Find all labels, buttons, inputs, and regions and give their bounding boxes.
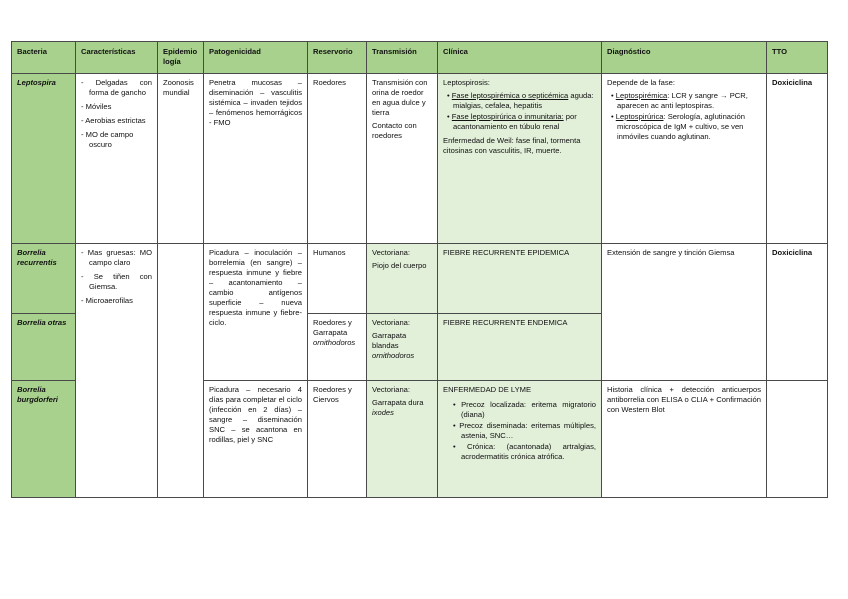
diag-desc: : Serología, aglutinación microscópica de IgM + cultivo, se ven inmóviles cuando aglutinan. xyxy=(617,112,745,142)
trans-species: ornithodoros xyxy=(372,351,415,361)
trans-recurrentis xyxy=(367,244,438,314)
trans-species: ixodes xyxy=(372,408,394,418)
trans-title: Vectoriana: xyxy=(372,248,410,257)
clin-otras: FIEBRE RECURRENTE ENDEMICA xyxy=(438,314,602,381)
caract-item: - Se tiñen con Giemsa. xyxy=(81,272,152,292)
bacteria-burgdorferi: Borrelia burgdorferi xyxy=(12,381,76,498)
patog-leptospira: Penetra mucosas – diseminación – vasculitis sistémica – invaden tejidos – fenómenos hemorrágicos - FMO xyxy=(204,74,308,244)
caract-item: - Mas gruesas: MO campo claro xyxy=(81,248,152,268)
reserv-leptospira: Roedores xyxy=(308,74,367,244)
clin-item: • Precoz diseminada: eritemas múltiples, astenia, SNC… xyxy=(451,421,596,441)
reserv-burgdorferi: Roedores y Ciervos xyxy=(308,381,367,498)
trans-leptospira xyxy=(367,74,438,244)
clin-phase: Fase leptospirémica o septicémica xyxy=(451,91,569,101)
diag-item xyxy=(611,91,761,111)
reserv-otras xyxy=(308,314,367,381)
row-leptospira xyxy=(12,74,828,244)
clin-item xyxy=(447,112,596,132)
header-tto: TTO xyxy=(767,42,828,74)
reserv-recurrentis: Humanos xyxy=(308,244,367,314)
trans-text: Contacto con roedores xyxy=(372,121,417,141)
header-patogenicidad: Patogenicidad xyxy=(204,42,308,74)
trans-body: Garrapata dura xyxy=(372,398,424,408)
clin-recurrentis: FIEBRE RECURRENTE EPIDEMICA xyxy=(438,244,602,314)
tto-leptospira: Doxiciclina xyxy=(767,74,828,244)
header-diagnostico: Diagnóstico xyxy=(602,42,767,74)
bacteria-leptospira: Leptospira xyxy=(12,74,76,244)
clin-item xyxy=(447,91,596,111)
header-reservorio: Reservorio xyxy=(308,42,367,74)
header-row xyxy=(12,42,828,74)
clin-weil: Enfermedad de Weil: fase final, tormenta citosinas con vasculitis, IR, muerte. xyxy=(443,136,581,156)
caract-item: - Delgadas con forma de gancho xyxy=(81,78,152,98)
clin-item: • Crónica: (acantonada) artralgias, acrodermatitis crónica atrófica. xyxy=(451,442,596,462)
header-epidemiologia: Epidemiología xyxy=(158,42,204,74)
diag-title: Depende de la fase: xyxy=(607,78,675,87)
diag-borrelia: Extensión de sangre y tinción Giemsa xyxy=(602,244,767,381)
row-borrelia-recurrentis xyxy=(12,244,828,314)
diag-phase: Leptospirúrica xyxy=(615,112,664,122)
diag-desc: : LCR y sangre → PCR, aparecen ac anti leptospiras. xyxy=(617,91,748,111)
diag-burgdorferi: Historia clínica + detección anticuerpos antiborrelia con ELISA o CLIA + Confirmación con Western Blot xyxy=(602,381,767,498)
clin-title: Leptospirosis: xyxy=(443,78,490,87)
caract-item: - MO de campo oscuro xyxy=(81,130,152,150)
tto-borrelia: Doxiciclina xyxy=(767,244,828,381)
trans-title: Vectoriana: xyxy=(372,318,410,327)
patog-burgdorferi: Picadura – necesario 4 días para completar el ciclo (infección en 2 días) – sangre – diseminación SNC – se acantona en rodillas, piel y SNC xyxy=(204,381,308,498)
epid-borrelia xyxy=(158,244,204,498)
trans-body: Garrapata blandas xyxy=(372,331,407,351)
caract-item: - Móviles xyxy=(81,102,152,112)
caract-item: - Aerobias estrictas xyxy=(81,116,152,126)
trans-body-line xyxy=(372,398,432,418)
patog-borrelia: Picadura – inoculación – borrelemia (en sangre) – respuesta inmune y fiebre – acantonamiento – cambio antígenos superficie – nueva respuesta inmune y fiebre- ciclo. xyxy=(204,244,308,381)
caract-leptospira xyxy=(76,74,158,244)
clin-leptospira xyxy=(438,74,602,244)
trans-otras xyxy=(367,314,438,381)
tto-burgdorferi xyxy=(767,381,828,498)
header-bacteria: Bacteria xyxy=(12,42,76,74)
caract-borrelia xyxy=(76,244,158,498)
header-caracteristicas: Características xyxy=(76,42,158,74)
diag-leptospira xyxy=(602,74,767,244)
clin-title: ENFERMEDAD DE LYME xyxy=(443,385,532,394)
trans-burgdorferi xyxy=(367,381,438,498)
bacteria-otras: Borrelia otras xyxy=(12,314,76,381)
trans-body: Piojo del cuerpo xyxy=(372,261,427,271)
header-transmision: Transmisión xyxy=(367,42,438,74)
clin-desc: por acantonamiento en túbulo renal xyxy=(453,112,577,132)
bacteria-recurrentis: Borrelia recurrentis xyxy=(12,244,76,314)
epid-leptospira: Zoonosis mundial xyxy=(158,74,204,244)
caract-item: - Microaerofilas xyxy=(81,296,152,306)
clin-desc: aguda: mialgias, cefalea, hepatitis xyxy=(453,91,594,111)
diag-item xyxy=(611,112,761,142)
bacteria-table xyxy=(11,41,828,498)
header-clinica: Clínica xyxy=(438,42,602,74)
trans-title: Vectoriana: xyxy=(372,385,410,394)
diag-phase: Leptospirémica xyxy=(615,91,668,101)
trans-text: Transmisión con orina de roedor en agua dulce y tierra xyxy=(372,78,428,118)
clin-phase: Fase leptospirúrica o inmunitaria: xyxy=(451,112,564,122)
clin-item: • Precoz localizada: eritema migratorio (diana) xyxy=(451,400,596,420)
reserv-species: ornithodoros xyxy=(313,338,356,348)
reserv-text: Roedores y Garrapata xyxy=(313,318,352,338)
clin-burgdorferi xyxy=(438,381,602,498)
